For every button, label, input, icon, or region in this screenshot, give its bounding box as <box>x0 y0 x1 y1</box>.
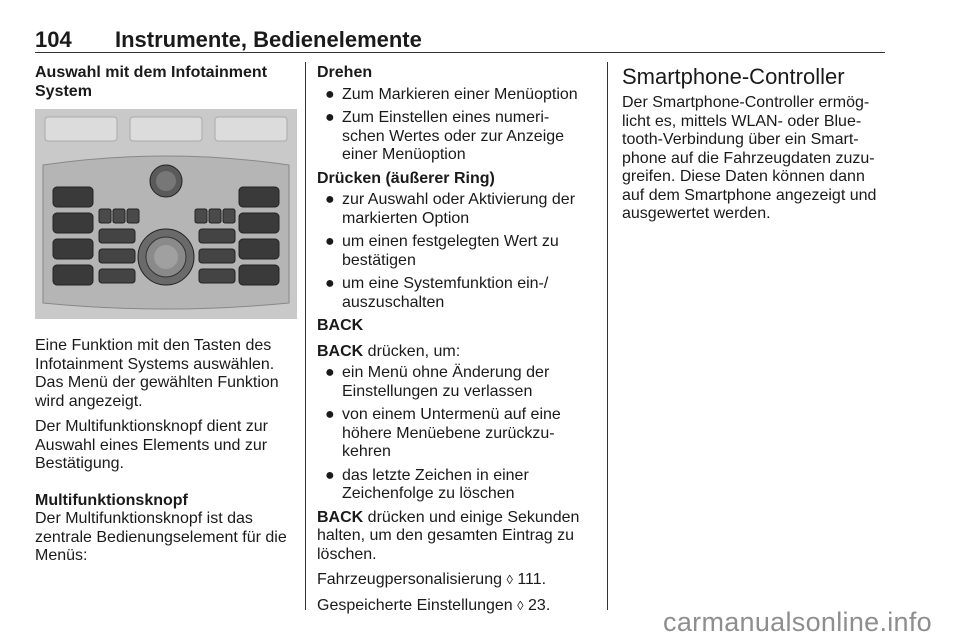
list-item: ● von einem Untermenü auf eine höhere Menüebene zurückzu- kehren <box>325 406 561 460</box>
section-heading: Smartphone-Controller <box>622 64 845 89</box>
bullet-icon: ● <box>325 85 335 103</box>
sub-heading-drehen: Drehen <box>317 64 373 81</box>
paragraph: Eine Funktion mit den Tasten des Infotainment Systems auswählen. Das Menü der gewählten Funktion wird angezeigt. <box>35 337 279 410</box>
infotainment-panel-illustration <box>35 109 297 319</box>
reference-arrow-icon: ◊ <box>506 572 513 587</box>
bullet-icon: ● <box>325 406 335 423</box>
paragraph: BACK drücken, um: <box>317 342 461 360</box>
paragraph: Der Smartphone-Controller ermög- licht es, mittels WLAN- oder Blue- tooth-Verbindung über ein Smart- phone auf die Fahrzeugdaten zuzu- greifen. Diese Daten können dann auf dem Smartphone angezeigt und ausgewertet werden. <box>622 94 877 222</box>
column-2 <box>317 64 593 615</box>
section-heading: Auswahl mit dem Infotainment System <box>35 64 268 100</box>
cross-reference: Fahrzeugpersonalisierung ◊ 111. <box>317 571 547 588</box>
druecken-list <box>317 191 593 312</box>
back-list <box>317 364 593 504</box>
bullet-icon: ● <box>325 466 335 484</box>
sub-heading: Multifunktionsknopf <box>35 491 188 509</box>
column-3 <box>622 64 887 224</box>
list-item: ● um einen festgelegten Wert zu bestätigen <box>325 233 559 269</box>
sub-heading-back: BACK <box>317 317 364 334</box>
bullet-icon: ● <box>325 191 335 208</box>
page-number: 104 <box>35 27 72 52</box>
page-title: Instrumente, Bedienelemente <box>115 27 422 52</box>
list-item: ● zur Auswahl oder Aktivierung der markierten Option <box>325 191 576 227</box>
bullet-icon: ● <box>325 364 335 381</box>
list-item: ● um eine Systemfunktion ein-/ auszuschalten <box>325 275 549 311</box>
bullet-icon: ● <box>325 109 335 126</box>
watermark: carmanualsonline.info <box>663 607 932 637</box>
sub-heading-druecken: Drücken (äußerer Ring) <box>317 169 495 187</box>
page-reference-link[interactable]: 23. <box>528 596 551 614</box>
bullet-icon: ● <box>325 233 335 250</box>
column-divider-1 <box>305 62 306 610</box>
column-1 <box>35 64 297 566</box>
column-divider-2 <box>607 62 608 610</box>
drehen-list <box>317 86 593 165</box>
paragraph: BACK drücken und einige Sekunden halten, um den gesamten Eintrag zu löschen. <box>317 508 580 563</box>
list-item: ● Zum Einstellen eines numeri- schen Wertes oder zur Anzeige einer Menüoption <box>325 109 565 163</box>
list-item: ● ein Menü ohne Änderung der Einstellungen zu verlassen <box>325 364 550 400</box>
list-item: ● Zum Markieren einer Menüoption <box>325 85 578 103</box>
reference-arrow-icon: ◊ <box>517 597 524 613</box>
paragraph: Der Multifunktionsknopf ist das zentrale Bedienungselement für die Menüs: <box>35 510 287 564</box>
infotainment-panel-figure <box>35 109 297 319</box>
header-divider <box>35 52 885 53</box>
page-reference-link[interactable]: 111. <box>517 571 547 588</box>
cross-reference: Gespeicherte Einstellungen ◊ 23. <box>317 596 551 614</box>
bullet-icon: ● <box>325 275 335 292</box>
page-header <box>35 27 885 53</box>
list-item: ● das letzte Zeichen in einer Zeichenfolge zu löschen <box>325 466 529 502</box>
paragraph: Der Multifunktionsknopf dient zur Auswahl eines Elements und zur Bestätigung. <box>35 418 268 472</box>
